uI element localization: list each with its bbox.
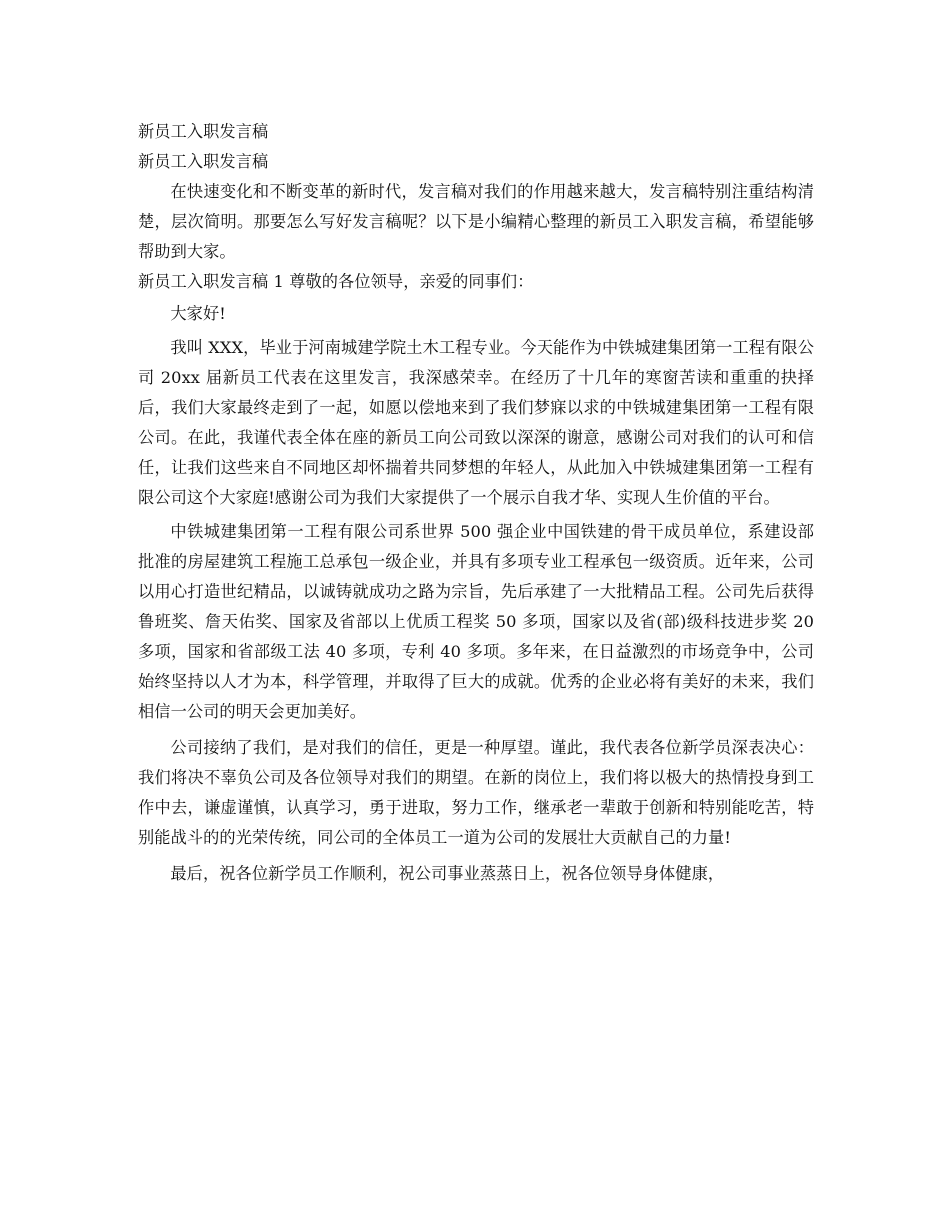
document-body bbox=[138, 117, 814, 889]
section-heading: 新员工入职发言稿 1 尊敬的各位领导，亲爱的同事们： bbox=[138, 272, 534, 291]
greeting-line: 大家好! bbox=[170, 304, 226, 323]
body-paragraph: 公司接纳了我们，是对我们的信任，更是一种厚望。谨此，我代表各位新学员深表决心：我们将决不辜负公司及各位领导对我们的期望。在新的岗位上，我们将以极大的热情投身到工作中去，谦虚谨慎，认真学习，勇于进取，努力工作，继承老一辈敢于创新和特别能吃苦，特别能战斗的的光荣传统，同公司的全体员工一道为公司的发展壮大贡献自己的力量! bbox=[138, 738, 814, 847]
body-paragraph: 我叫 XXX，毕业于河南城建学院土木工程专业。今天能作为中铁城建集团第一工程有限公司 20xx 届新员工代表在这里发言，我深感荣幸。在经历了十几年的寒窗苦读和重重的抉择后，我们大家最终走到了一起，如愿以偿地来到了我们梦寐以求的中铁城建集团第一工程有限公司。在此，我谨代表全体在座的新员工向公司致以深深的谢意，感谢公司对我们的认可和信任，让我们这些来自不同地区却怀揣着共同梦想的年轻人，从此加入中铁城建集团第一工程有限公司这个大家庭!感谢公司为我们大家提供了一个展示自我才华、实现人生价值的平台。 bbox=[138, 338, 814, 507]
intro-paragraph: 在快速变化和不断变革的新时代，发言稿对我们的作用越来越大，发言稿特别注重结构清楚，层次简明。那要怎么写好发言稿呢？以下是小编精心整理的新员工入职发言稿，希望能够帮助到大家。 bbox=[138, 182, 814, 261]
document-title: 新员工入职发言稿 bbox=[138, 122, 269, 141]
body-paragraph: 最后，祝各位新学员工作顺利，祝公司事业蒸蒸日上，祝各位领导身体健康， bbox=[170, 864, 725, 883]
document-subtitle: 新员工入职发言稿 bbox=[138, 152, 269, 171]
body-paragraph: 中铁城建集团第一工程有限公司系世界 500 强企业中国铁建的骨干成员单位，系建设部批准的房屋建筑工程施工总承包一级企业，并具有多项专业工程承包一级资质。近年来，公司以用心打造世纪精品，以诚铸就成功之路为宗旨，先后承建了一大批精品工程。公司先后获得鲁班奖、詹天佑奖、国家及省部以上优质工程奖 50 多项，国家以及省(部)级科技进步奖 20 多项，国家和省部级工法 40 多项，专利 40 多项。多年来，在日益激烈的市场竞争中，公司始终坚持以人才为本，科学管理，并取得了巨大的成就。优秀的企业必将有美好的未来，我们相信一公司的明天会更加美好。 bbox=[138, 522, 814, 721]
